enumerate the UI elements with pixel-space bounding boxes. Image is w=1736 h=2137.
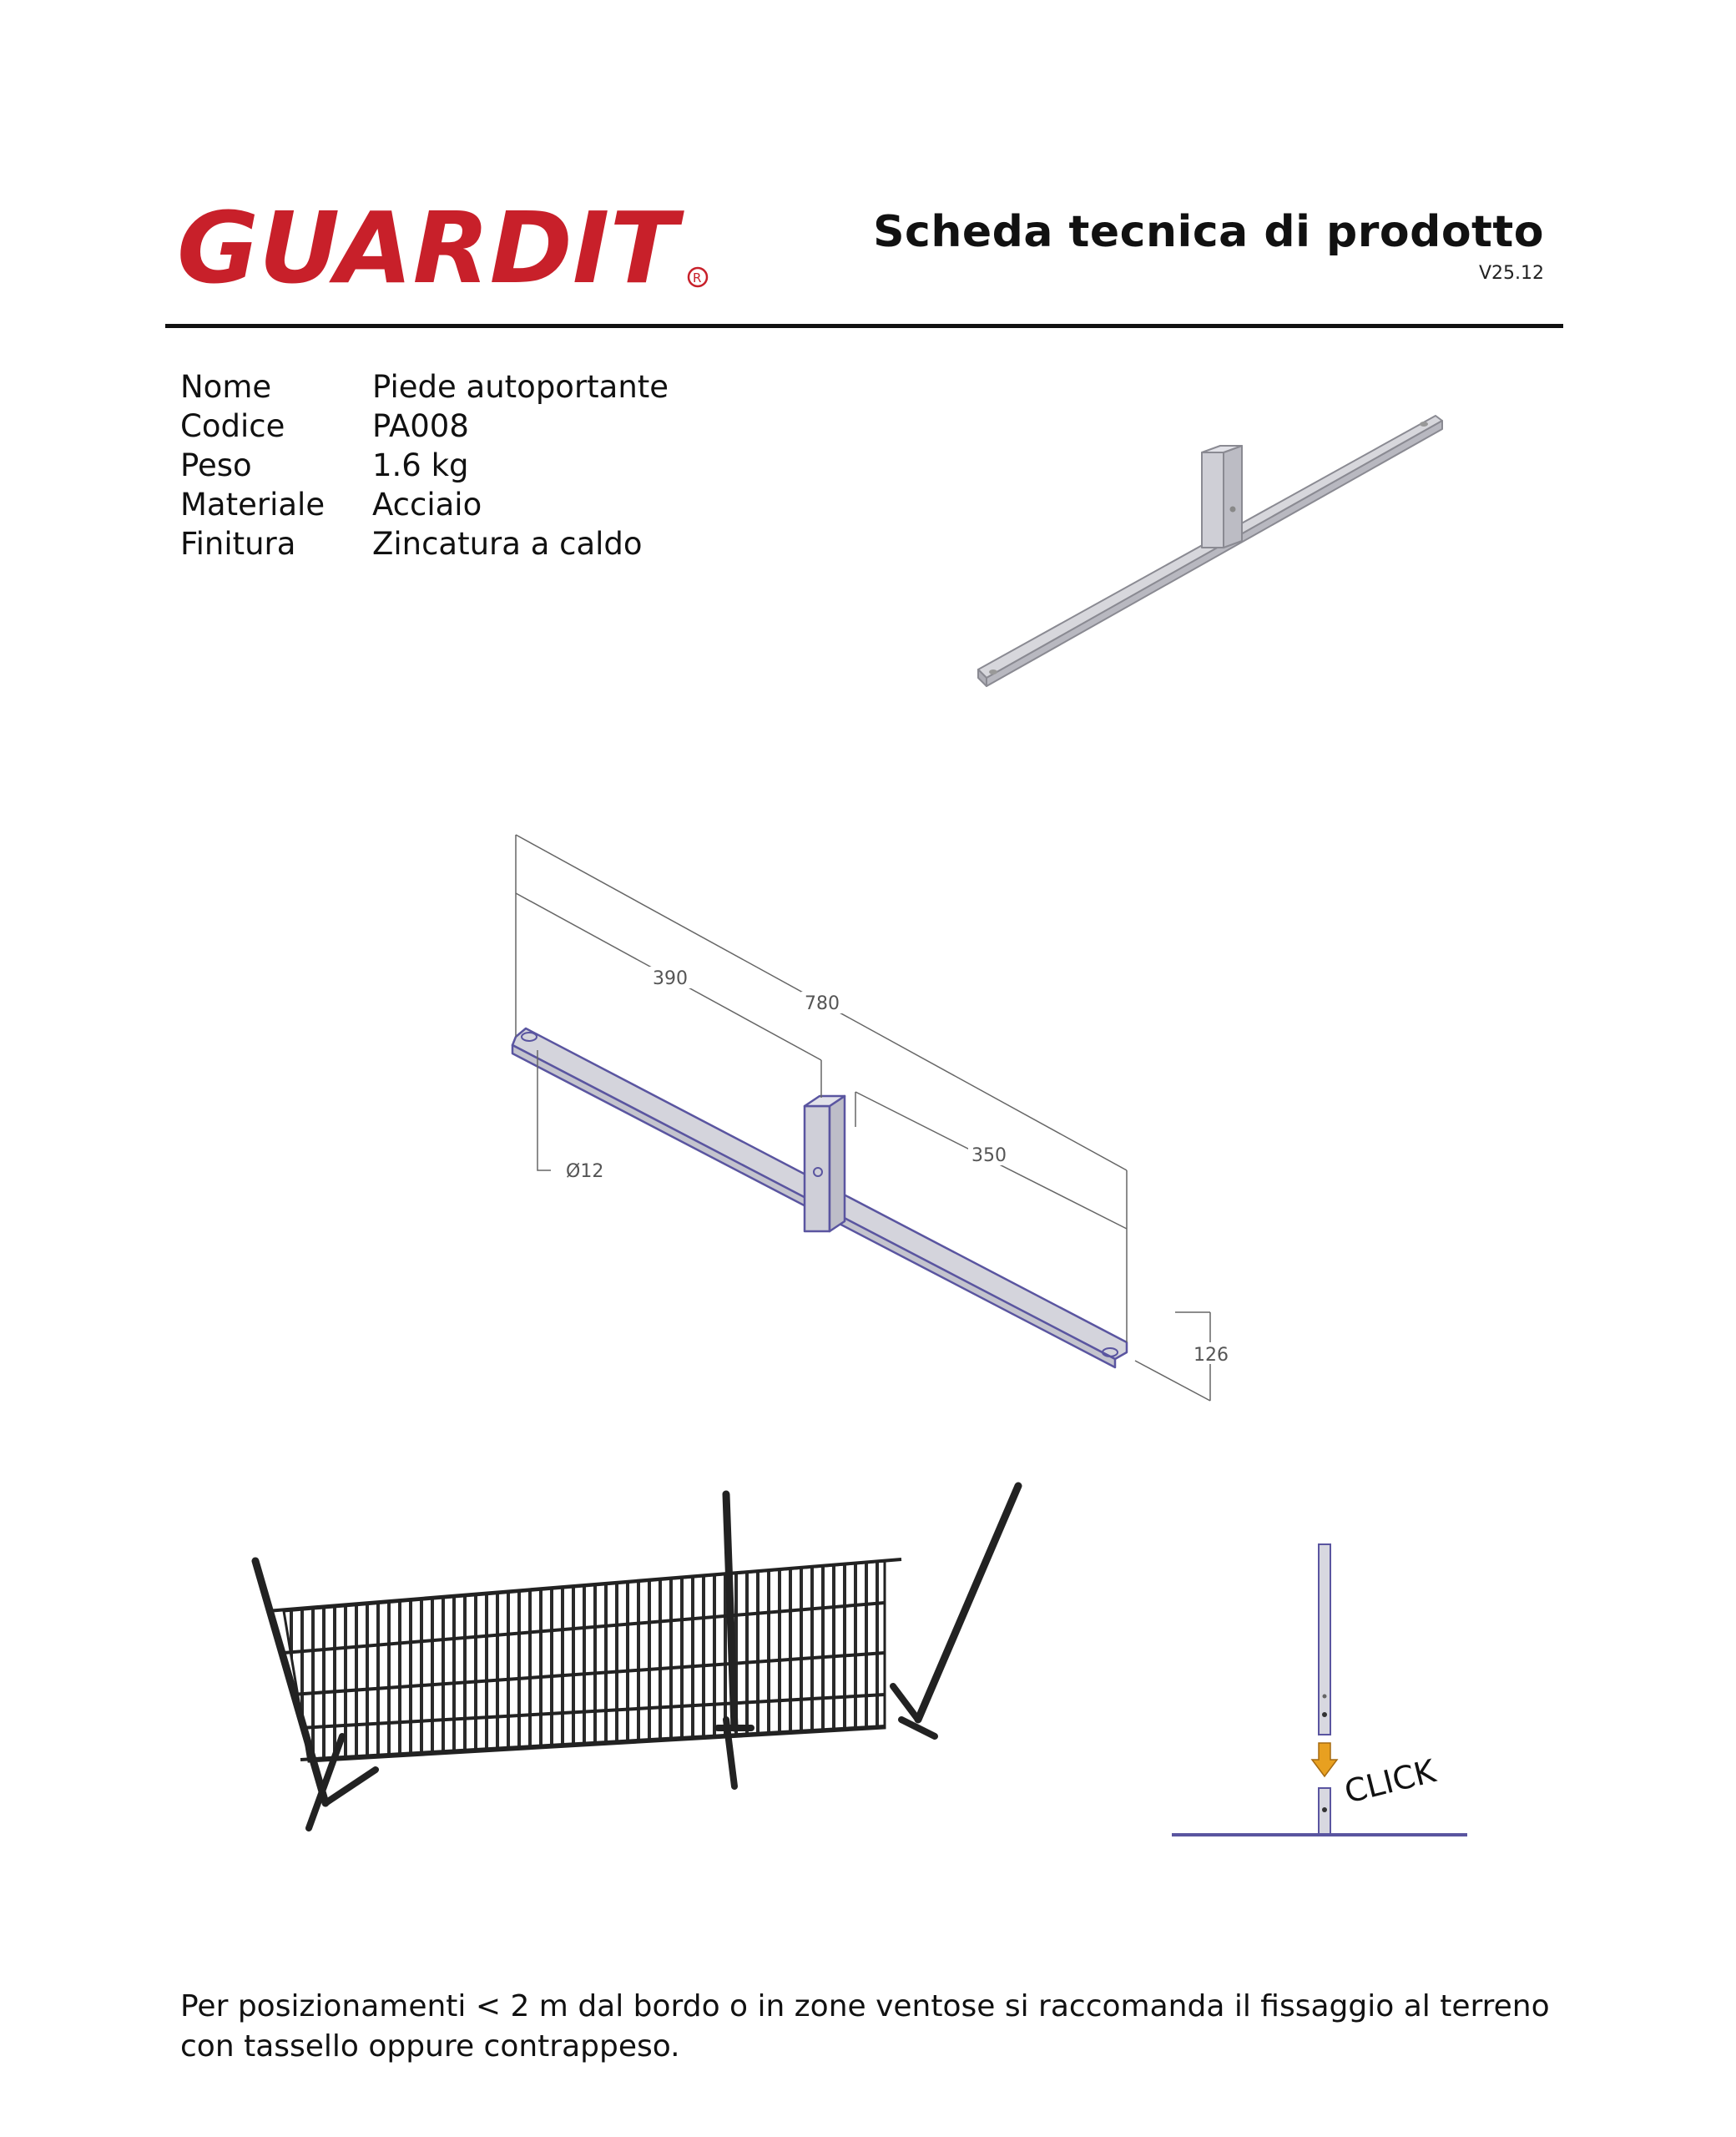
dimension-drawing (467, 818, 1269, 1452)
spec-row-codice (180, 407, 669, 446)
spec-label: Materiale (180, 487, 326, 523)
spec-row-materiale (180, 485, 669, 524)
dimension-label-350 (968, 1144, 1010, 1166)
svg-text:780: 780 (805, 993, 840, 1014)
spec-table (180, 367, 669, 563)
spec-value: PA008 (372, 408, 469, 444)
spec-row-nome (180, 367, 669, 407)
svg-text:350: 350 (971, 1145, 1007, 1166)
spec-label: Nome (180, 369, 272, 405)
down-arrow-icon (1312, 1743, 1337, 1776)
header-divider (165, 324, 1563, 328)
spec-row-peso (180, 446, 669, 485)
spec-value: 1.6 kg (372, 447, 469, 483)
spec-label: Finitura (180, 526, 296, 562)
svg-text:390: 390 (653, 968, 688, 989)
logo-wordmark: GUARDIT (177, 199, 685, 299)
spec-value: Piede autoportante (372, 369, 669, 405)
spec-value: Acciaio (372, 487, 482, 523)
dimension-label-390 (649, 967, 691, 989)
dimension-label-126 (1192, 1342, 1234, 1366)
dimension-label-hole: Ø12 (566, 1161, 604, 1182)
click-label: CLICK (1340, 1752, 1440, 1811)
dimension-label-780 (801, 992, 843, 1014)
spec-row-finitura (180, 524, 669, 563)
spec-label: Codice (180, 408, 285, 444)
spec-label: Peso (180, 447, 252, 483)
guardit-logo (177, 199, 711, 299)
upper-post (1319, 1544, 1330, 1735)
fence-illustration (234, 1478, 1135, 1845)
click-install-diagram (1168, 1536, 1486, 1845)
svg-text:126: 126 (1194, 1345, 1229, 1366)
spec-value: Zincatura a caldo (372, 526, 643, 562)
logo-registered-mark: R (693, 270, 702, 285)
document-title: Scheda tecnica di prodotto (873, 207, 1544, 257)
product-render (968, 401, 1469, 701)
installation-note: Per posizionamenti < 2 m dal bordo o in zone ventose si raccomanda il fissaggio al terreno con tassello oppure contrappeso. (180, 1989, 1550, 2064)
document-version: V25.12 (1478, 263, 1544, 284)
